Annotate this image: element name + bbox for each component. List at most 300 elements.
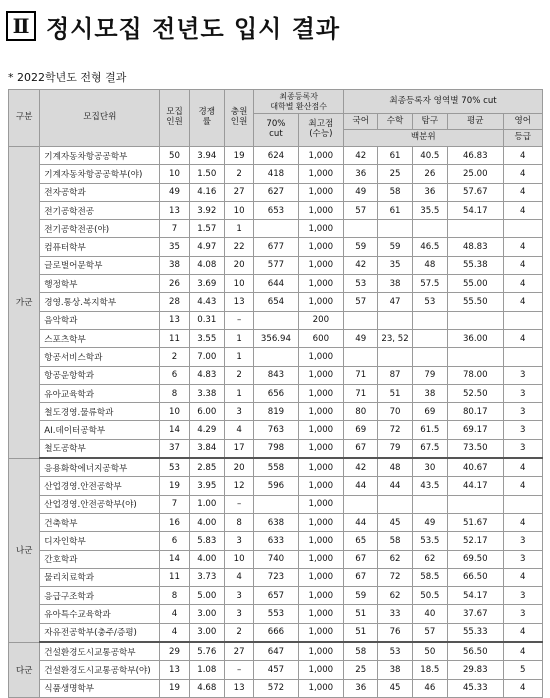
math-cell: 23, 52 <box>378 329 412 347</box>
competition-cell: 4.29 <box>189 421 224 439</box>
cut70-cell: 653 <box>254 201 298 219</box>
cut70-cell: 418 <box>254 165 298 183</box>
explore-cell: 30 <box>412 458 447 477</box>
english-cell: 3 <box>503 439 543 458</box>
quota-cell: 8 <box>160 587 189 605</box>
competition-cell: 1.00 <box>189 495 224 513</box>
math-cell: 38 <box>378 275 412 293</box>
quota-cell: 49 <box>160 183 189 201</box>
header-group: 구분 <box>9 90 40 147</box>
math-cell: 87 <box>378 366 412 384</box>
cut70-cell: 644 <box>254 275 298 293</box>
quota-cell: 13 <box>160 311 189 329</box>
english-cell: 4 <box>503 183 543 201</box>
max-score-cell: 1,000 <box>298 348 343 366</box>
additional-cell: 1 <box>224 384 253 402</box>
table-row <box>9 550 543 568</box>
title-text: 정시모집 전년도 입시 결과 <box>46 14 341 43</box>
korean-cell: 71 <box>344 366 378 384</box>
korean-cell: 59 <box>344 238 378 256</box>
additional-cell: 4 <box>224 421 253 439</box>
unit-cell: 자유전공학부(충주/증평) <box>40 623 160 642</box>
avg-cell: 51.67 <box>448 513 504 531</box>
additional-cell: 10 <box>224 550 253 568</box>
english-cell: 3 <box>503 605 543 623</box>
quota-cell: 10 <box>160 165 189 183</box>
header-english: 영어 <box>503 114 543 130</box>
avg-cell: 40.67 <box>448 458 504 477</box>
additional-cell: 3 <box>224 605 253 623</box>
avg-cell: 55.38 <box>448 256 504 274</box>
table-row <box>9 458 543 477</box>
avg-cell: 55.00 <box>448 275 504 293</box>
quota-cell: 4 <box>160 623 189 642</box>
cut70-cell <box>254 311 298 329</box>
english-cell: 4 <box>503 201 543 219</box>
table-row <box>9 220 543 238</box>
additional-cell: 3 <box>224 587 253 605</box>
english-cell: 3 <box>503 366 543 384</box>
explore-cell: 67.5 <box>412 439 447 458</box>
table-row <box>9 366 543 384</box>
max-score-cell: 1,000 <box>298 256 343 274</box>
korean-cell: 57 <box>344 201 378 219</box>
competition-cell: 3.00 <box>189 605 224 623</box>
additional-cell: 2 <box>224 165 253 183</box>
unit-cell: 간호학과 <box>40 550 160 568</box>
table-row <box>9 587 543 605</box>
math-cell: 53 <box>378 642 412 661</box>
quota-cell: 11 <box>160 329 189 347</box>
additional-cell: 10 <box>224 275 253 293</box>
cut70-cell: 638 <box>254 513 298 531</box>
quota-cell: 4 <box>160 605 189 623</box>
english-cell: 4 <box>503 238 543 256</box>
math-cell: 59 <box>378 238 412 256</box>
quota-cell: 2 <box>160 348 189 366</box>
additional-cell: 2 <box>224 623 253 642</box>
english-cell: 4 <box>503 477 543 495</box>
unit-cell: 응용화학에너지공학부 <box>40 458 160 477</box>
quota-cell: 7 <box>160 220 189 238</box>
additional-cell: 20 <box>224 458 253 477</box>
english-cell: 3 <box>503 421 543 439</box>
table-row <box>9 532 543 550</box>
korean-cell: 69 <box>344 421 378 439</box>
explore-cell: 46.5 <box>412 238 447 256</box>
avg-cell: 69.17 <box>448 421 504 439</box>
additional-cell: 20 <box>224 256 253 274</box>
avg-cell: 78.00 <box>448 366 504 384</box>
cut70-cell <box>254 348 298 366</box>
unit-cell: 행정학부 <box>40 275 160 293</box>
korean-cell: 71 <box>344 384 378 402</box>
unit-cell: 음악학과 <box>40 311 160 329</box>
additional-cell: 27 <box>224 642 253 661</box>
math-cell: 79 <box>378 439 412 458</box>
additional-cell: 10 <box>224 201 253 219</box>
avg-cell: 55.50 <box>448 293 504 311</box>
explore-cell: 58.5 <box>412 568 447 586</box>
korean-cell: 58 <box>344 642 378 661</box>
cut70-cell: 553 <box>254 605 298 623</box>
math-cell: 62 <box>378 550 412 568</box>
table-row <box>9 403 543 421</box>
math-cell <box>378 311 412 329</box>
english-cell: 3 <box>503 532 543 550</box>
table-header <box>9 90 543 147</box>
avg-cell: 80.17 <box>448 403 504 421</box>
max-score-cell: 1,000 <box>298 568 343 586</box>
quota-cell: 19 <box>160 679 189 697</box>
header-grade: 등급 <box>503 130 543 147</box>
avg-cell: 73.50 <box>448 439 504 458</box>
max-score-cell: 1,000 <box>298 183 343 201</box>
korean-cell <box>344 495 378 513</box>
unit-cell: AI.데이터공학부 <box>40 421 160 439</box>
competition-cell: 5.83 <box>189 532 224 550</box>
max-score-cell: 1,000 <box>298 439 343 458</box>
korean-cell: 59 <box>344 587 378 605</box>
header-explore: 탐구 <box>412 114 447 130</box>
quota-cell: 7 <box>160 495 189 513</box>
additional-cell: 3 <box>224 403 253 421</box>
competition-cell: 0.31 <box>189 311 224 329</box>
header-competition: 경쟁 률 <box>189 90 224 147</box>
math-cell: 44 <box>378 477 412 495</box>
cut70-cell: 624 <box>254 147 298 165</box>
cut70-cell: 558 <box>254 458 298 477</box>
korean-cell: 49 <box>344 183 378 201</box>
cut70-cell: 596 <box>254 477 298 495</box>
explore-cell: 38 <box>412 384 447 402</box>
quota-cell: 53 <box>160 458 189 477</box>
quota-cell: 19 <box>160 477 189 495</box>
cut70-cell: 740 <box>254 550 298 568</box>
cut70-cell: 627 <box>254 183 298 201</box>
avg-cell: 48.83 <box>448 238 504 256</box>
quota-cell: 8 <box>160 384 189 402</box>
table-row <box>9 568 543 586</box>
competition-cell: 4.08 <box>189 256 224 274</box>
explore-cell <box>412 220 447 238</box>
unit-cell: 물리치료학과 <box>40 568 160 586</box>
max-score-cell: 1,000 <box>298 147 343 165</box>
explore-cell: 53 <box>412 293 447 311</box>
english-cell: 4 <box>503 275 543 293</box>
unit-cell: 건설환경도시교통공학부 <box>40 642 160 661</box>
table-row <box>9 275 543 293</box>
avg-cell <box>448 348 504 366</box>
korean-cell: 42 <box>344 458 378 477</box>
math-cell <box>378 495 412 513</box>
math-cell: 61 <box>378 147 412 165</box>
explore-cell <box>412 495 447 513</box>
table-row <box>9 477 543 495</box>
unit-cell: 건축학부 <box>40 513 160 531</box>
english-cell: 4 <box>503 642 543 661</box>
table-row <box>9 384 543 402</box>
competition-cell: 3.00 <box>189 623 224 642</box>
math-cell: 61 <box>378 201 412 219</box>
header-unit: 모집단위 <box>40 90 160 147</box>
explore-cell <box>412 311 447 329</box>
avg-cell: 46.83 <box>448 147 504 165</box>
additional-cell: 2 <box>224 366 253 384</box>
header-additional: 충원 인원 <box>224 90 253 147</box>
math-cell: 25 <box>378 165 412 183</box>
max-score-cell: 1,000 <box>298 165 343 183</box>
english-cell: 4 <box>503 293 543 311</box>
explore-cell: 18.5 <box>412 661 447 679</box>
explore-cell: 53.5 <box>412 532 447 550</box>
header-korean: 국어 <box>344 114 378 130</box>
korean-cell <box>344 311 378 329</box>
competition-cell: 3.73 <box>189 568 224 586</box>
competition-cell: 5.76 <box>189 642 224 661</box>
english-cell: 3 <box>503 384 543 402</box>
additional-cell: 3 <box>224 532 253 550</box>
korean-cell: 25 <box>344 661 378 679</box>
header-math: 수학 <box>378 114 412 130</box>
korean-cell: 67 <box>344 439 378 458</box>
unit-cell: 항공운항학과 <box>40 366 160 384</box>
cut70-cell: 798 <box>254 439 298 458</box>
competition-cell: 1.57 <box>189 220 224 238</box>
explore-cell: 57 <box>412 623 447 642</box>
unit-cell: 식품생명학부 <box>40 679 160 697</box>
unit-cell: 기계자동차항공공학부(야) <box>40 165 160 183</box>
explore-cell: 61.5 <box>412 421 447 439</box>
cut70-cell <box>254 495 298 513</box>
korean-cell <box>344 348 378 366</box>
table-row <box>9 329 543 347</box>
math-cell: 47 <box>378 293 412 311</box>
explore-cell: 50.5 <box>412 587 447 605</box>
max-score-cell: 1,000 <box>298 679 343 697</box>
unit-cell: 유아특수교육학과 <box>40 605 160 623</box>
quota-cell: 14 <box>160 421 189 439</box>
math-cell: 38 <box>378 661 412 679</box>
quota-cell: 6 <box>160 366 189 384</box>
cut70-cell: 577 <box>254 256 298 274</box>
max-score-cell: 1,000 <box>298 587 343 605</box>
explore-cell: 40 <box>412 605 447 623</box>
avg-cell: 45.33 <box>448 679 504 697</box>
explore-cell <box>412 348 447 366</box>
unit-cell: 경영.통상.복지학부 <box>40 293 160 311</box>
max-score-cell: 1,000 <box>298 550 343 568</box>
table-row <box>9 421 543 439</box>
additional-cell: 17 <box>224 439 253 458</box>
header-max-score: 최고점 (수능) <box>298 114 343 147</box>
quota-cell: 13 <box>160 661 189 679</box>
cut70-cell: 677 <box>254 238 298 256</box>
cut70-cell <box>254 220 298 238</box>
max-score-cell: 1,000 <box>298 458 343 477</box>
competition-cell: 3.95 <box>189 477 224 495</box>
table-row <box>9 165 543 183</box>
table-row <box>9 495 543 513</box>
cut70-cell: 763 <box>254 421 298 439</box>
additional-cell: 27 <box>224 183 253 201</box>
cut70-cell: 657 <box>254 587 298 605</box>
group-cell: 가군 <box>9 147 40 459</box>
unit-cell: 전기공학전공 <box>40 201 160 219</box>
explore-cell: 48 <box>412 256 447 274</box>
cut70-cell: 654 <box>254 293 298 311</box>
table-row <box>9 679 543 697</box>
english-cell: 4 <box>503 513 543 531</box>
competition-cell: 4.16 <box>189 183 224 201</box>
additional-cell: – <box>224 661 253 679</box>
competition-cell: 4.00 <box>189 513 224 531</box>
header-quota: 모집 인원 <box>160 90 189 147</box>
avg-cell: 57.67 <box>448 183 504 201</box>
cut70-cell: 647 <box>254 642 298 661</box>
english-cell: 4 <box>503 329 543 347</box>
unit-cell: 철도경영.물류학과 <box>40 403 160 421</box>
math-cell: 58 <box>378 532 412 550</box>
english-cell: 3 <box>503 403 543 421</box>
korean-cell <box>344 220 378 238</box>
unit-cell: 컴퓨터학부 <box>40 238 160 256</box>
english-cell <box>503 495 543 513</box>
competition-cell: 2.85 <box>189 458 224 477</box>
max-score-cell: 1,000 <box>298 366 343 384</box>
table-row <box>9 293 543 311</box>
max-score-cell: 1,000 <box>298 661 343 679</box>
table-body <box>9 147 543 698</box>
unit-cell: 기계자동차항공공학부 <box>40 147 160 165</box>
korean-cell: 36 <box>344 679 378 697</box>
quota-cell: 10 <box>160 403 189 421</box>
section-number: Ⅱ <box>6 11 36 41</box>
max-score-cell: 1,000 <box>298 293 343 311</box>
math-cell: 76 <box>378 623 412 642</box>
english-cell: 4 <box>503 147 543 165</box>
table-row <box>9 661 543 679</box>
competition-cell: 4.83 <box>189 366 224 384</box>
table-row <box>9 642 543 661</box>
explore-cell: 57.5 <box>412 275 447 293</box>
competition-cell: 4.97 <box>189 238 224 256</box>
max-score-cell: 1,000 <box>298 220 343 238</box>
avg-cell: 25.00 <box>448 165 504 183</box>
korean-cell: 42 <box>344 256 378 274</box>
quota-cell: 6 <box>160 532 189 550</box>
korean-cell: 57 <box>344 293 378 311</box>
additional-cell: 12 <box>224 477 253 495</box>
table-row <box>9 256 543 274</box>
korean-cell: 65 <box>344 532 378 550</box>
math-cell: 33 <box>378 605 412 623</box>
avg-cell: 54.17 <box>448 201 504 219</box>
cut70-cell: 666 <box>254 623 298 642</box>
group-cell: 다군 <box>9 642 40 697</box>
competition-cell: 1.08 <box>189 661 224 679</box>
max-score-cell: 1,000 <box>298 201 343 219</box>
competition-cell: 3.92 <box>189 201 224 219</box>
math-cell: 70 <box>378 403 412 421</box>
avg-cell <box>448 220 504 238</box>
math-cell: 72 <box>378 421 412 439</box>
explore-cell: 36 <box>412 183 447 201</box>
english-cell: 4 <box>503 458 543 477</box>
header-cut70: 70% cut <box>254 114 298 147</box>
page-title <box>6 8 340 44</box>
unit-cell: 유아교육학과 <box>40 384 160 402</box>
unit-cell: 스포츠학부 <box>40 329 160 347</box>
quota-cell: 16 <box>160 513 189 531</box>
avg-cell: 52.17 <box>448 532 504 550</box>
quota-cell: 37 <box>160 439 189 458</box>
cut70-cell: 656 <box>254 384 298 402</box>
competition-cell: 3.69 <box>189 275 224 293</box>
explore-cell: 79 <box>412 366 447 384</box>
explore-cell: 26 <box>412 165 447 183</box>
competition-cell: 3.38 <box>189 384 224 402</box>
english-cell: 5 <box>503 661 543 679</box>
quota-cell: 28 <box>160 293 189 311</box>
unit-cell: 글로벌어문학부 <box>40 256 160 274</box>
korean-cell: 51 <box>344 623 378 642</box>
avg-cell: 37.67 <box>448 605 504 623</box>
avg-cell: 54.17 <box>448 587 504 605</box>
admission-results-table <box>8 89 543 698</box>
table-note: * 2022학년도 전형 결과 <box>8 71 127 84</box>
explore-cell: 62 <box>412 550 447 568</box>
max-score-cell: 600 <box>298 329 343 347</box>
competition-cell: 3.84 <box>189 439 224 458</box>
competition-cell: 4.43 <box>189 293 224 311</box>
math-cell: 48 <box>378 458 412 477</box>
max-score-cell: 1,000 <box>298 238 343 256</box>
quota-cell: 13 <box>160 201 189 219</box>
english-cell: 4 <box>503 256 543 274</box>
additional-cell: 1 <box>224 220 253 238</box>
competition-cell: 6.00 <box>189 403 224 421</box>
math-cell: 45 <box>378 513 412 531</box>
table-row <box>9 513 543 531</box>
math-cell: 58 <box>378 183 412 201</box>
english-cell: 4 <box>503 165 543 183</box>
unit-cell: 응급구조학과 <box>40 587 160 605</box>
avg-cell: 66.50 <box>448 568 504 586</box>
competition-cell: 4.68 <box>189 679 224 697</box>
math-cell: 51 <box>378 384 412 402</box>
korean-cell: 44 <box>344 477 378 495</box>
avg-cell: 29.83 <box>448 661 504 679</box>
explore-cell: 40.5 <box>412 147 447 165</box>
math-cell: 72 <box>378 568 412 586</box>
avg-cell: 56.50 <box>448 642 504 661</box>
explore-cell: 46 <box>412 679 447 697</box>
max-score-cell: 1,000 <box>298 275 343 293</box>
korean-cell: 44 <box>344 513 378 531</box>
table-row <box>9 147 543 165</box>
competition-cell: 7.00 <box>189 348 224 366</box>
unit-cell: 전자공학과 <box>40 183 160 201</box>
math-cell <box>378 220 412 238</box>
quota-cell: 14 <box>160 550 189 568</box>
english-cell: 4 <box>503 623 543 642</box>
explore-cell: 69 <box>412 403 447 421</box>
header-final-score: 최종등록자 대학별 환산점수 <box>254 90 344 114</box>
additional-cell: 22 <box>224 238 253 256</box>
unit-cell: 항공서비스학과 <box>40 348 160 366</box>
max-score-cell: 1,000 <box>298 623 343 642</box>
